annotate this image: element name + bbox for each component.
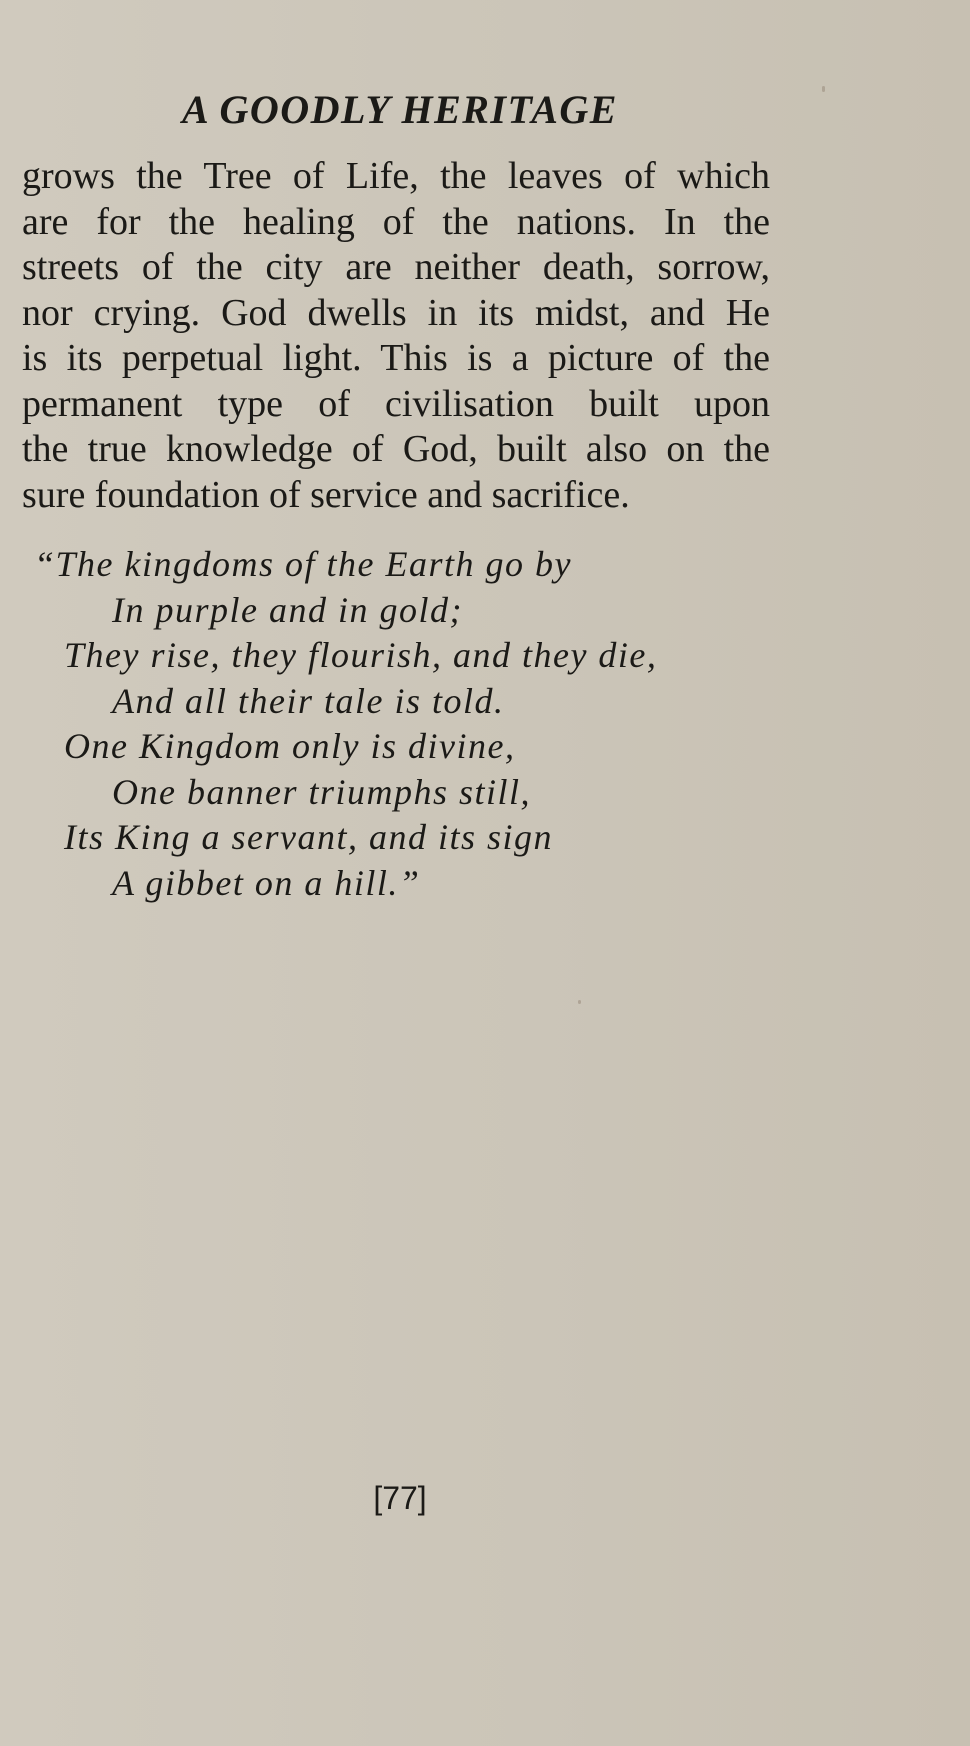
verse-quotation [34,542,658,906]
running-head: A GOODLY HERITAGE [182,87,618,132]
prose-line: streets of the city are neither death, sorrow, [22,246,770,288]
verse-line: A gibbet on a hill.” [112,862,421,903]
verse-line: One Kingdom only is divine, [64,726,516,766]
prose-line: the true knowledge of God, built also on the [22,428,770,470]
verse-line: In purple and in gold; [112,589,463,630]
prose-line: sure foundation of service and sacrifice. [22,473,630,516]
verse-line: One banner triumphs still, [112,771,532,812]
prose-line: grows the Tree of Life, the leaves of which [22,155,770,197]
paper-speck [578,1000,581,1004]
prose-line: nor crying. God dwells in its midst, and He [22,291,770,334]
prose-line: are for the healing of the nations. In the [22,200,770,243]
prose-line: permanent type of civilisation built upon [22,382,770,425]
verse-line: They rise, they flourish, and they die, [64,635,658,675]
verse-line: “The kingdoms of the Earth go by [34,544,572,584]
prose-line: is its perpetual light. This is a picture of the [22,337,770,379]
verse-line: And all their tale is told. [112,680,505,721]
verse-line: Its King a servant, and its sign [64,817,554,857]
paper-speck [822,86,825,92]
page-number: [77] [373,1480,427,1516]
prose-paragraph [22,154,770,518]
